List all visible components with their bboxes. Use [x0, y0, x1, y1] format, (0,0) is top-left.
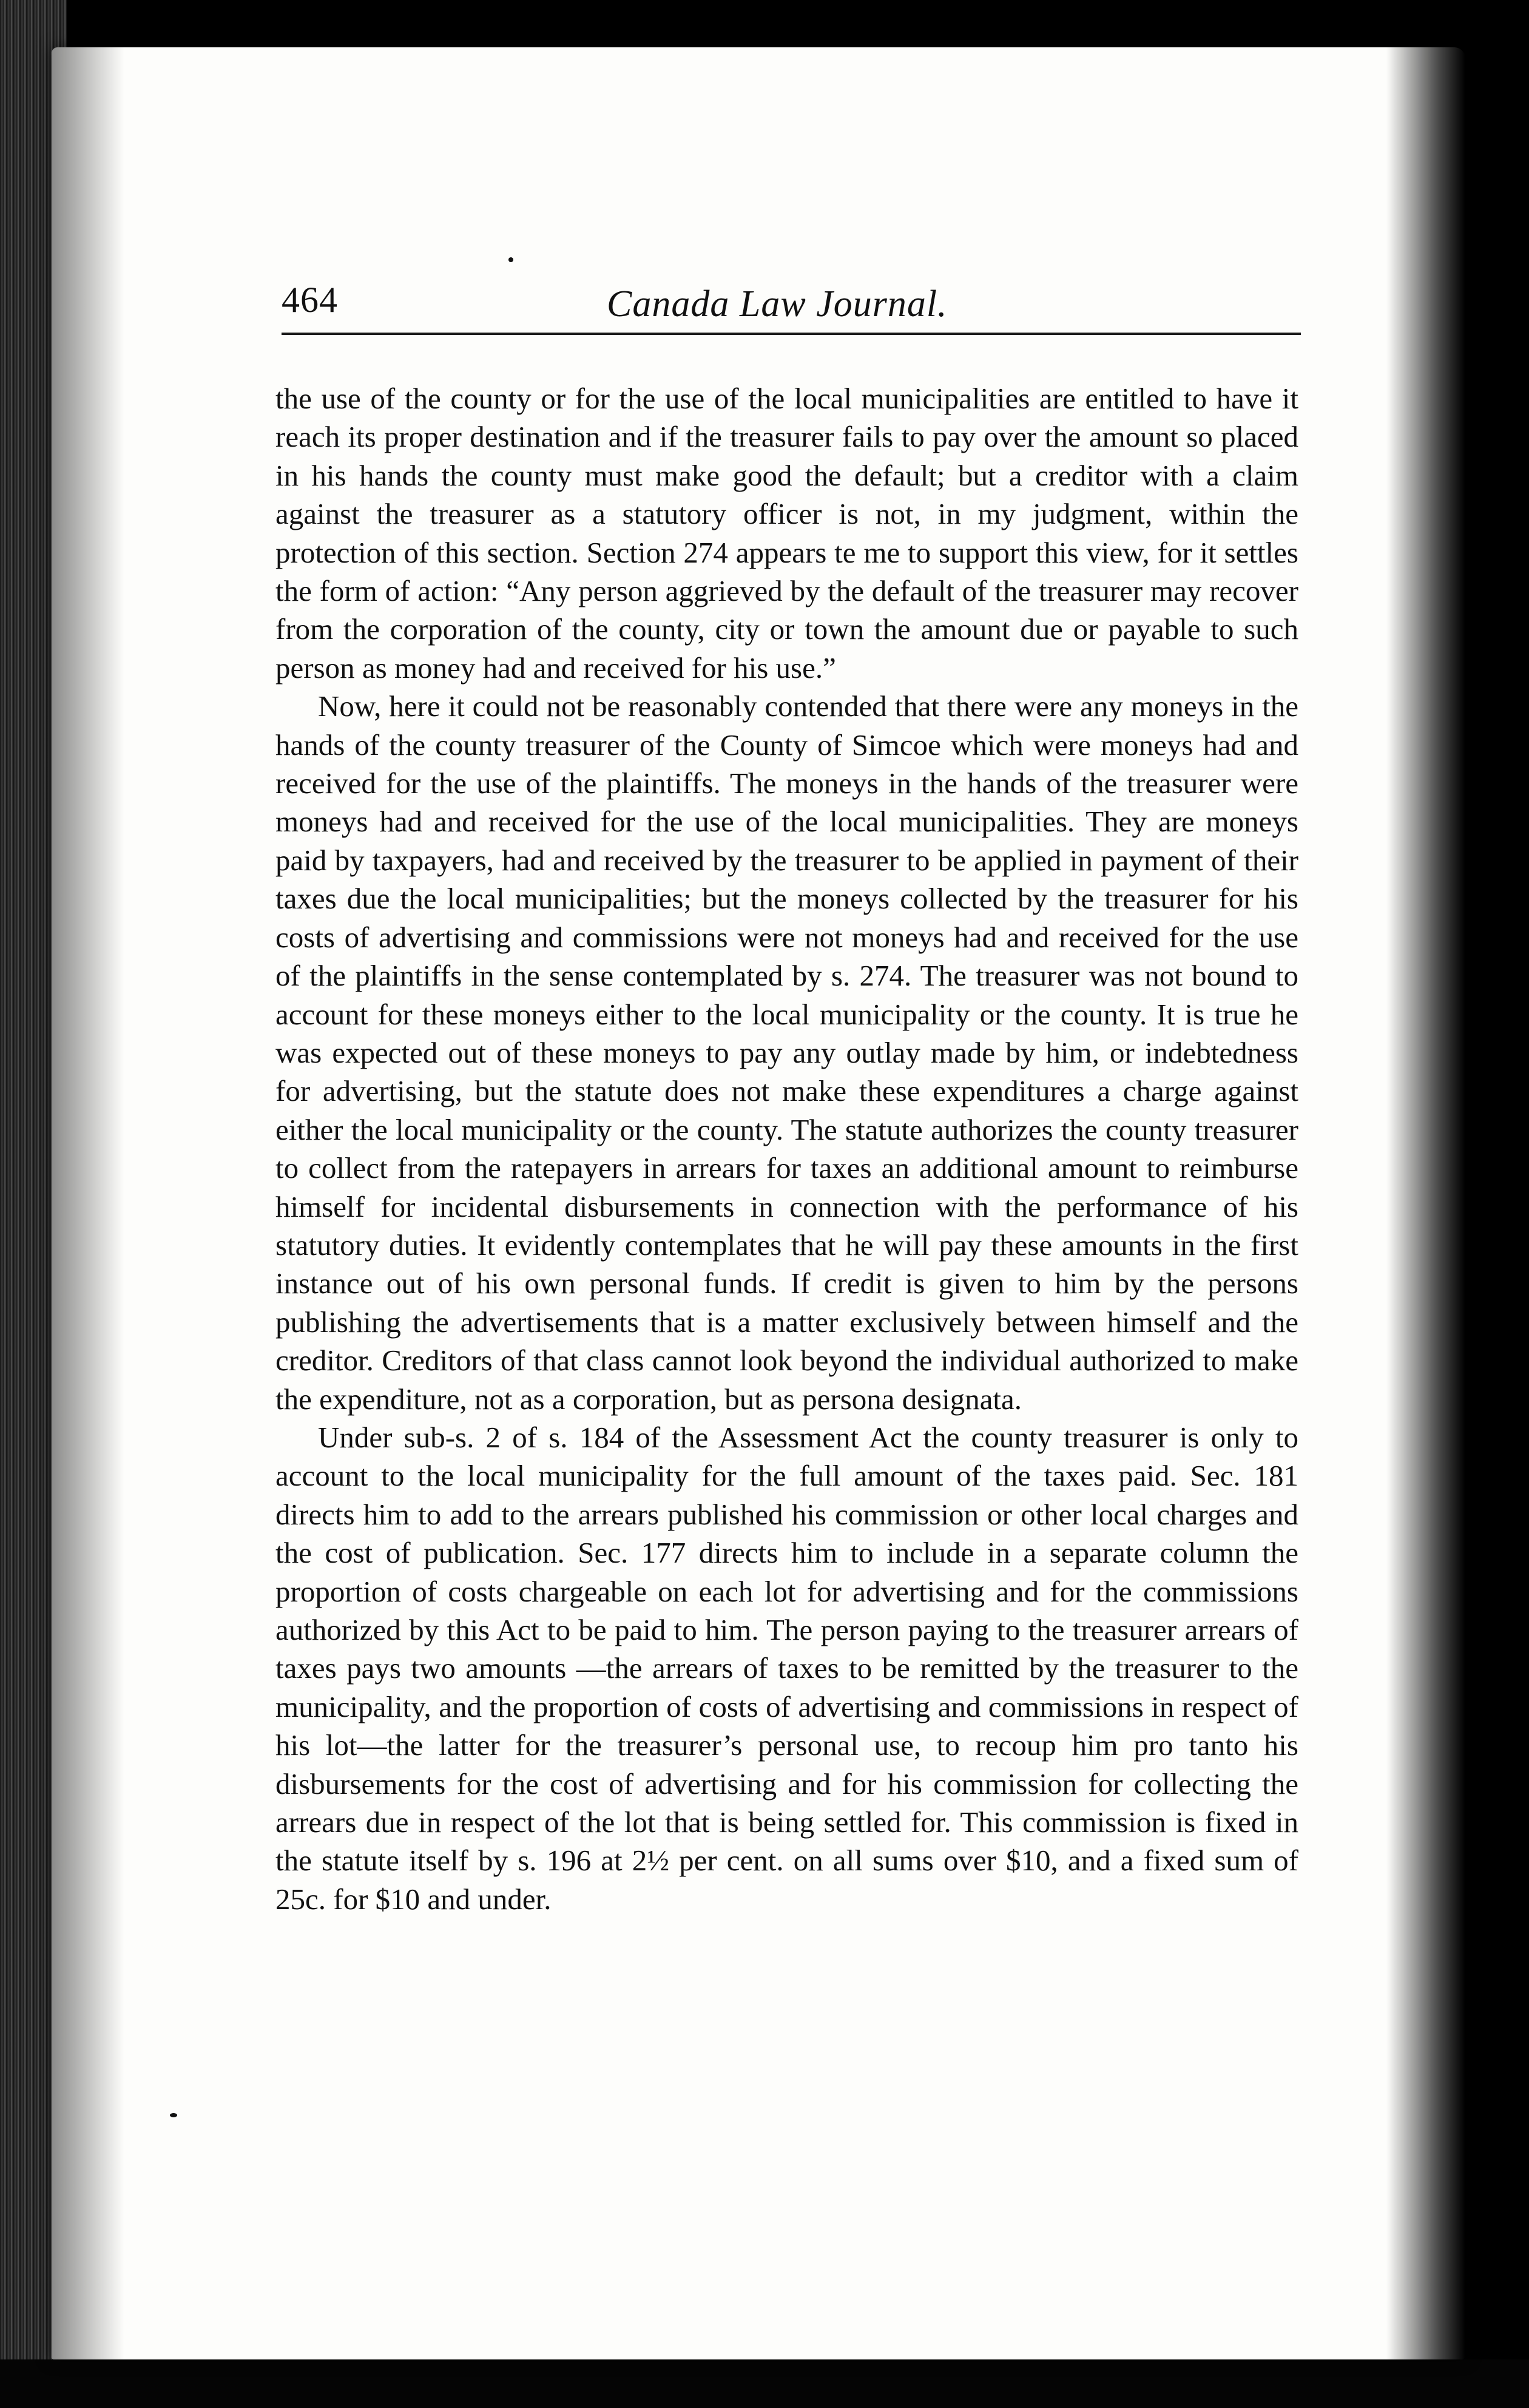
- page-number: 464: [282, 280, 338, 320]
- print-speck: [508, 257, 513, 262]
- article-body: [275, 379, 1298, 2054]
- journal-title: Canada Law Journal.: [607, 283, 948, 325]
- page-right-edge: [1386, 47, 1465, 2359]
- paragraph-under-subs: Under sub-s. 2 of s. 184 of the Assessment Act the county treasurer is only to account to the local municipality for the full amount of the taxes paid. Sec. 181 directs him to add to the arrears published his commission or other local charges and the cost of publication. Sec. 177 directs him to include in a separate column the proportion of costs chargeable on each lot for advertising and for the commissions authorized by this Act to be paid to him. The person paying to the treasurer arrears of taxes pays two amounts —the arrears of taxes to be remitted by the treasurer to the municipality, and the proportion of costs of advertising and commissions in respect of his lot—the latter for the treasurer’s personal use, to recoup him pro tanto his disbursements for the cost of advertising and for his commission for collecting the arrears due in respect of the lot that is being settled for. This commission is fixed in the statute itself by s. 196 at 2½ per cent. on all sums over $10, and a fixed sum of 25c. for $10 and under.: [275, 1420, 1298, 1916]
- paragraph-continued: the use of the county or for the use of the local municipalities are entitled to have it reach its proper destination and if the treasurer fails to pay over the amount so placed in his hands the county must make good the default; but a creditor with a claim against the treasurer as a statutory officer is not, in my judgment, within the protection of this section. Section 274 appears te me to support this view, for it settles the form of action: “Any person aggrieved by the default of the treasurer may recover from the corporation of the county, city or town the amount due or payable to such person as money had and received for his use.”: [275, 382, 1298, 685]
- running-header: [282, 278, 1301, 335]
- paragraph-now-here: Now, here it could not be reasonably contended that there were any moneys in the hands of the county treasurer of the County of Simcoe which were moneys had and received for the use of the plaintiffs. The moneys in the hands of the treasurer were moneys had and received for the use of the local municipalities. They are moneys paid by taxpayers, had and received by the treasurer to be applied in payment of their taxes due the local municipalities; but the moneys collected by the treasurer for his costs of advertising and commissions were not moneys had and received for the use of the plaintiffs in the sense contemplated by s. 274. The treasurer was not bound to account for these moneys either to the local municipality or the county. It is true he was expected out of these moneys to pay any outlay made by him, or indebtedness for advertising, but the statute does not make these expenditures a charge against either the local municipality or the county. The statute authorizes the county treasurer to collect from the ratepayers in arrears for taxes an additional amount to reimburse himself for incidental disbursements in connection with the performance of his statutory duties. It evidently contemplates that he will pay these amounts in the first instance out of his own personal funds. If credit is given to him by the persons publishing the advertisements that is a matter exclusively between himself and the creditor. Creditors of that class cannot look beyond the individual authorized to make the expenditure, not as a corporation, but as persona designata.: [275, 689, 1298, 1416]
- gutter-shadow: [52, 47, 124, 2359]
- bottom-shadow-edge: [0, 2359, 1529, 2408]
- print-speck: [170, 2113, 177, 2117]
